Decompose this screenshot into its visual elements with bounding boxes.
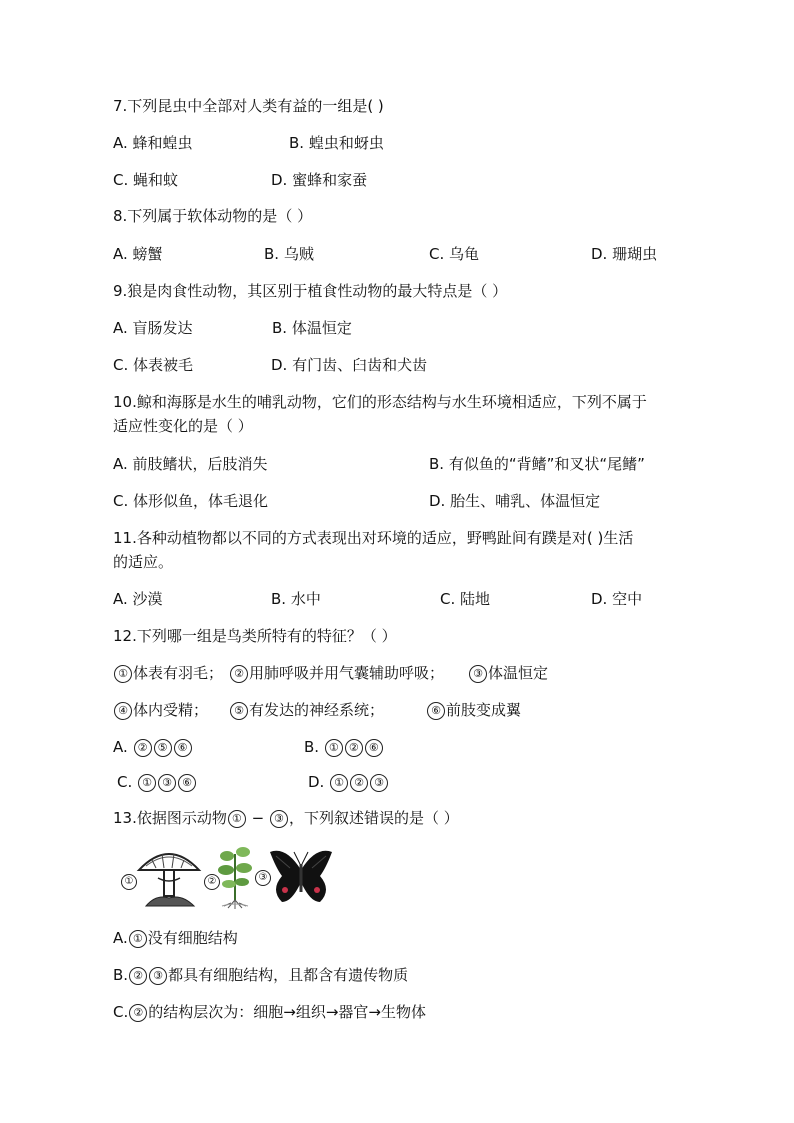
q12-option-b: [304, 737, 384, 757]
q8-option-a: A. 螃蟹: [113, 245, 163, 263]
trait-text: 体表有羽毛；: [133, 664, 224, 682]
q9-option-d: D. 有门齿、臼齿和犬齿: [271, 356, 428, 374]
figure-label-3: ③: [255, 870, 271, 886]
q7-option-c: C. 蝇和蚊: [113, 171, 179, 189]
option-text: 没有细胞结构: [147, 929, 238, 947]
question-13-stem: [113, 808, 459, 828]
q12-trait-4: [113, 700, 208, 720]
q13-option-a: [113, 928, 238, 948]
question-8-stem: 8.下列属于软体动物的是（ ）: [113, 207, 313, 225]
q8-option-c: C. 乌龟: [429, 245, 480, 263]
q9-option-b: B. 体温恒定: [272, 319, 352, 337]
q9-option-c: C. 体表被毛: [113, 356, 194, 374]
question-11-stem-line2: 的适应。: [113, 553, 174, 571]
q7-option-b: B. 蝗虫和蚜虫: [289, 134, 384, 152]
circled-number: ⑥: [427, 702, 445, 720]
q10-option-a: A. 前肢鳍状，后肢消失: [113, 455, 268, 473]
q11-option-a: A. 沙漠: [113, 590, 163, 608]
mushroom-icon: [136, 844, 202, 908]
circled-number: ⑤: [154, 739, 172, 757]
q10-option-c: C. 体形似鱼，体毛退化: [113, 492, 269, 510]
question-10-stem-line1: 10.鲸和海豚是水生的哺乳动物，它们的形态结构与水生环境相适应，下列不属于: [113, 393, 647, 411]
q12-trait-1: [113, 663, 223, 683]
trait-text: 有发达的神经系统；: [249, 701, 385, 719]
option-letter: A.: [113, 738, 128, 756]
circled-number: ②: [129, 1004, 147, 1022]
circled-number: ③: [158, 774, 176, 792]
q12-trait-5: [229, 700, 384, 720]
q13-option-c: [113, 1002, 426, 1022]
q8-option-b: B. 乌贼: [264, 245, 314, 263]
q7-option-d: D. 蜜蜂和家蚕: [271, 171, 368, 189]
option-letter: C.: [113, 1003, 129, 1021]
q11-option-b: B. 水中: [271, 590, 321, 608]
circled-number: ②: [134, 739, 152, 757]
option-letter: B.: [113, 966, 129, 984]
circled-number: ②: [230, 665, 248, 683]
option-letter: B.: [304, 738, 320, 756]
question-12-stem: 12.下列哪一组是鸟类所特有的特征？（ ）: [113, 627, 397, 645]
q12-trait-2: [229, 663, 444, 683]
option-letter: D.: [308, 773, 325, 791]
option-letter: A.: [113, 929, 128, 947]
circled-number: ④: [114, 702, 132, 720]
circled-number: ③: [469, 665, 487, 683]
plant-seedling-icon: [218, 842, 252, 910]
question-9-stem: 9.狼是肉食性动物，其区别于植食性动物的最大特点是（ ）: [113, 282, 508, 300]
q9-option-a: A. 盲肠发达: [113, 319, 193, 337]
circled-number: ②: [345, 739, 363, 757]
trait-text: 体温恒定: [488, 664, 549, 682]
question-7-stem: 7.下列昆虫中全部对人类有益的一组是( ): [113, 97, 384, 115]
question-10-stem-line2: 适应性变化的是（ ）: [113, 417, 253, 435]
q10-option-d: D. 胎生、哺乳、体温恒定: [429, 492, 601, 510]
stem-text: 13.依据图示动物: [113, 809, 227, 827]
figure-label-2: ②: [204, 874, 220, 890]
circled-number: ①: [330, 774, 348, 792]
circled-number: ⑤: [230, 702, 248, 720]
trait-text: 体内受精；: [133, 701, 209, 719]
circled-number: ①: [114, 665, 132, 683]
q10-option-b: B. 有似鱼的“背鳍”和叉状“尾鳍”: [429, 455, 645, 473]
stem-dash: −: [246, 809, 269, 827]
circled-number: ①: [129, 930, 147, 948]
circled-number: ③: [149, 967, 167, 985]
stem-text: ，下列叙述错误的是（ ）: [288, 809, 459, 827]
circled-number: ①: [325, 739, 343, 757]
q12-option-a: [113, 737, 193, 757]
circled-number: ①: [138, 774, 156, 792]
butterfly-icon: [268, 846, 334, 908]
q13-option-b: [113, 965, 408, 985]
q12-option-c: [117, 772, 197, 792]
figure-label-1: ①: [121, 874, 137, 890]
option-text: 都具有细胞结构，且都含有遗传物质: [168, 966, 409, 984]
q7-option-a: A. 蜂和蝗虫: [113, 134, 193, 152]
q12-trait-3: [468, 663, 548, 683]
trait-text: 用肺呼吸并用气囊辅助呼吸；: [249, 664, 445, 682]
q11-option-d: D. 空中: [591, 590, 643, 608]
q12-trait-6: [426, 700, 521, 720]
trait-text: 前肢变成翼: [446, 701, 522, 719]
question-11-stem-line1: 11.各种动植物都以不同的方式表现出对环境的适应，野鸭趾间有蹼是对( )生活: [113, 529, 634, 547]
circled-number: ②: [129, 967, 147, 985]
organisms-figure: [118, 842, 338, 912]
circled-number: ①: [228, 810, 246, 828]
circled-number: ⑥: [365, 739, 383, 757]
option-letter: C.: [117, 773, 133, 791]
q8-option-d: D. 珊瑚虫: [591, 245, 658, 263]
q12-option-d: [308, 772, 389, 792]
circled-number: ⑥: [174, 739, 192, 757]
circled-number: ③: [270, 810, 288, 828]
circled-number: ⑥: [178, 774, 196, 792]
option-text: 的结构层次为：细胞→组织→器官→生物体: [148, 1003, 426, 1021]
circled-number: ③: [370, 774, 388, 792]
q11-option-c: C. 陆地: [440, 590, 491, 608]
circled-number: ②: [350, 774, 368, 792]
